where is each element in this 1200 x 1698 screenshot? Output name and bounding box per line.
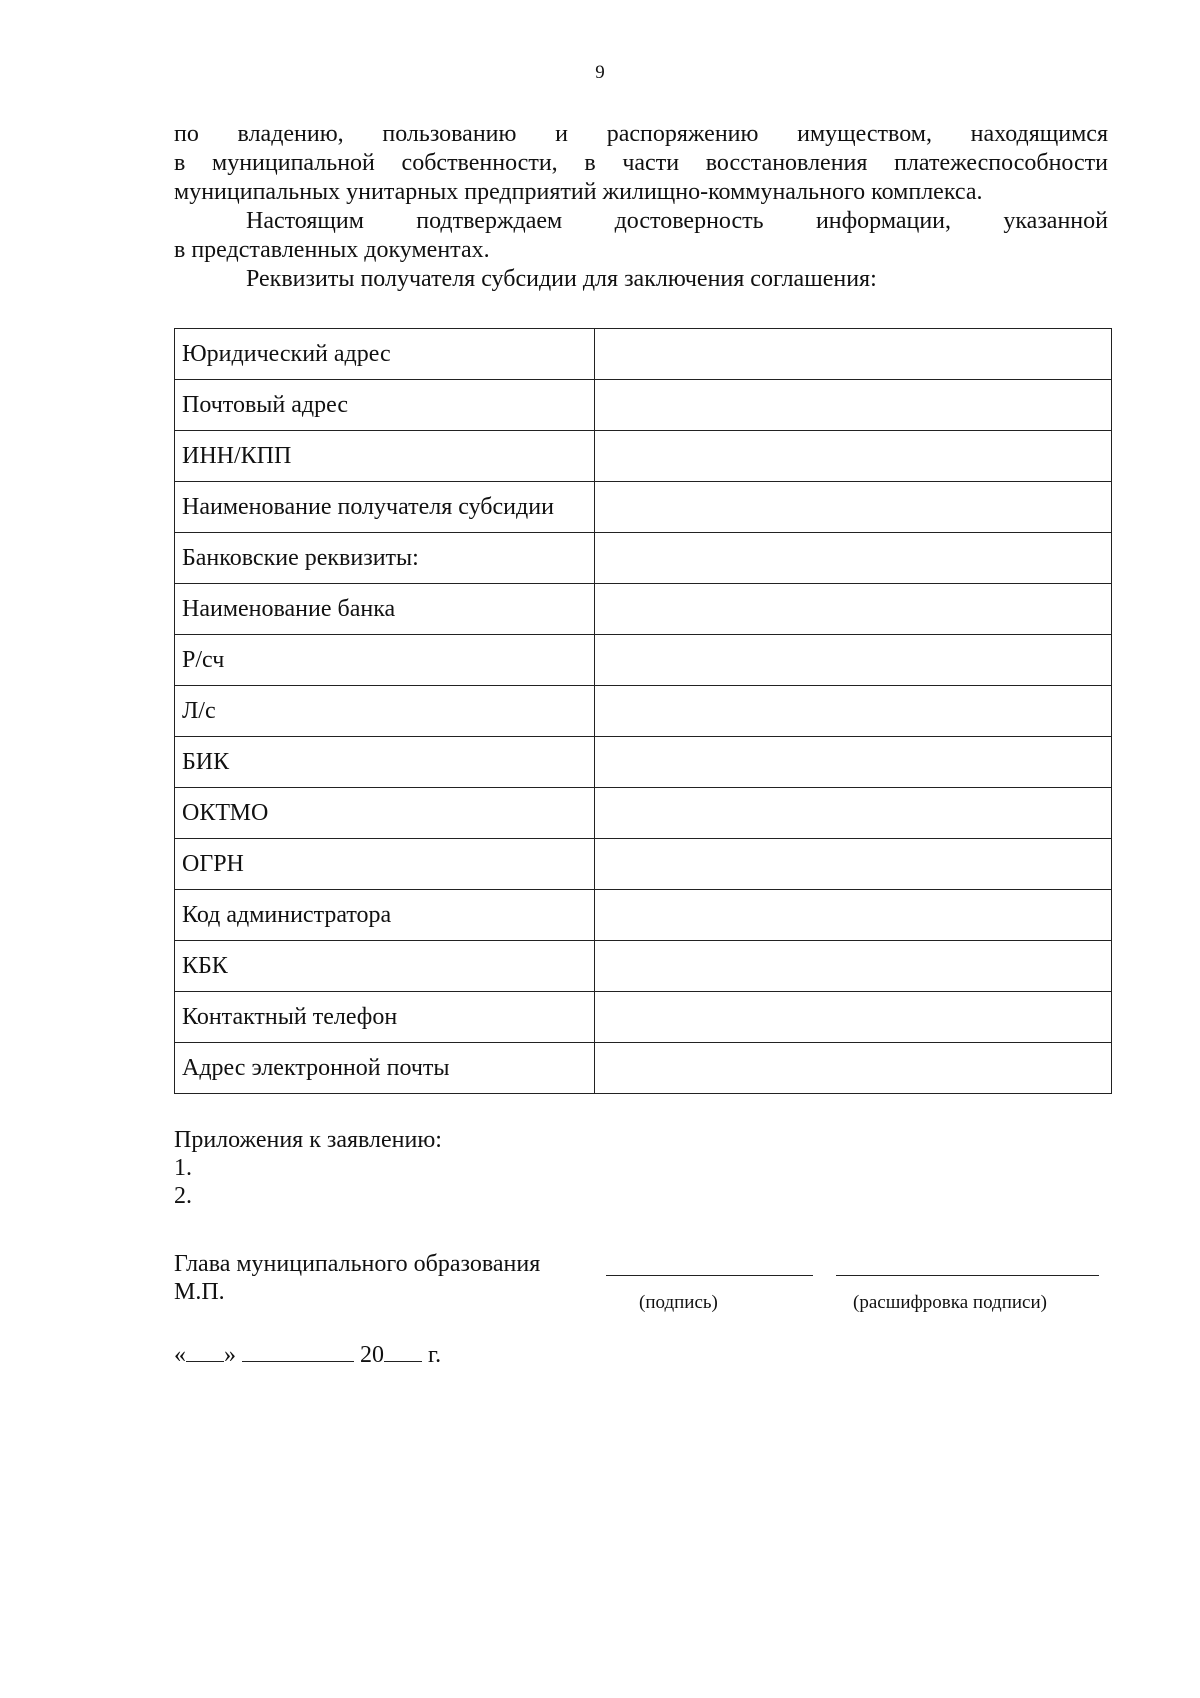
row-label: Р/сч [175, 635, 595, 686]
page-number: 9 [595, 62, 605, 83]
row-value-field[interactable] [595, 329, 1112, 380]
intro-line-2: в муниципальной собственности, в части восстановления платежеспособности [174, 150, 1108, 176]
row-value-field[interactable] [595, 890, 1112, 941]
signature-block [174, 1250, 540, 1306]
row-value-field[interactable] [595, 941, 1112, 992]
row-label: БИК [175, 737, 595, 788]
year-prefix: 20 [360, 1342, 384, 1368]
row-value-field[interactable] [595, 839, 1112, 890]
row-value-field[interactable] [595, 1043, 1112, 1094]
row-label: Адрес электронной почты [175, 1043, 595, 1094]
month-blank[interactable] [242, 1343, 354, 1362]
date-close-quote: » [224, 1342, 236, 1368]
signature-decode-line[interactable] [836, 1275, 1099, 1276]
stamp-label: М.П. [174, 1279, 225, 1305]
table-row [175, 584, 1112, 635]
table-row [175, 992, 1112, 1043]
row-value-field[interactable] [595, 686, 1112, 737]
table-row [175, 941, 1112, 992]
confirm-line-2: в представленных документах. [174, 237, 490, 263]
row-value-field[interactable] [595, 584, 1112, 635]
signature-decode-caption: (расшифровка подписи) [853, 1292, 1047, 1313]
row-label: Л/с [175, 686, 595, 737]
row-label: Наименование банка [175, 584, 595, 635]
row-label: Код администратора [175, 890, 595, 941]
table-row [175, 533, 1112, 584]
date-open-quote: « [174, 1342, 186, 1368]
day-blank[interactable] [186, 1343, 224, 1362]
intro-paragraph [174, 120, 1108, 294]
attachments-title: Приложения к заявлению: [174, 1127, 442, 1153]
row-value-field[interactable] [595, 737, 1112, 788]
table-row [175, 380, 1112, 431]
intro-line-3: муниципальных унитарных предприятий жилищно-коммунального комплекса. [174, 179, 983, 205]
row-label: Наименование получателя субсидии [175, 482, 595, 533]
table-row [175, 737, 1112, 788]
row-label: Банковские реквизиты: [175, 533, 595, 584]
attachment-item-1: 1. [174, 1155, 192, 1181]
attachments-block [174, 1126, 442, 1210]
row-value-field[interactable] [595, 992, 1112, 1043]
table-row [175, 482, 1112, 533]
attachment-item-2: 2. [174, 1183, 192, 1209]
table-row [175, 1043, 1112, 1094]
signer-position: Глава муниципального образования [174, 1251, 541, 1277]
row-label: Контактный телефон [175, 992, 595, 1043]
intro-line-1: по владению, пользованию и распоряжению имуществом, находящимся [174, 121, 1108, 147]
row-label: ОКТМО [175, 788, 595, 839]
table-row [175, 686, 1112, 737]
date-line [174, 1342, 441, 1369]
row-label: ИНН/КПП [175, 431, 595, 482]
table-row [175, 635, 1112, 686]
table-row [175, 839, 1112, 890]
table-row [175, 329, 1112, 380]
confirm-line-1: Настоящим подтверждаем достоверность информации, указанной [246, 208, 1108, 234]
row-label: ОГРН [175, 839, 595, 890]
table-row [175, 788, 1112, 839]
requisites-table [174, 328, 1112, 1094]
row-label: Почтовый адрес [175, 380, 595, 431]
row-value-field[interactable] [595, 635, 1112, 686]
year-blank[interactable] [384, 1343, 422, 1362]
row-value-field[interactable] [595, 788, 1112, 839]
row-value-field[interactable] [595, 482, 1112, 533]
row-label: КБК [175, 941, 595, 992]
row-value-field[interactable] [595, 380, 1112, 431]
year-suffix: г. [428, 1342, 442, 1368]
row-value-field[interactable] [595, 431, 1112, 482]
signature-caption: (подпись) [639, 1292, 718, 1313]
row-value-field[interactable] [595, 533, 1112, 584]
signature-line[interactable] [606, 1275, 813, 1276]
table-row [175, 431, 1112, 482]
table-row [175, 890, 1112, 941]
requisites-heading: Реквизиты получателя субсидии для заключения соглашения: [246, 266, 877, 292]
row-label: Юридический адрес [175, 329, 595, 380]
